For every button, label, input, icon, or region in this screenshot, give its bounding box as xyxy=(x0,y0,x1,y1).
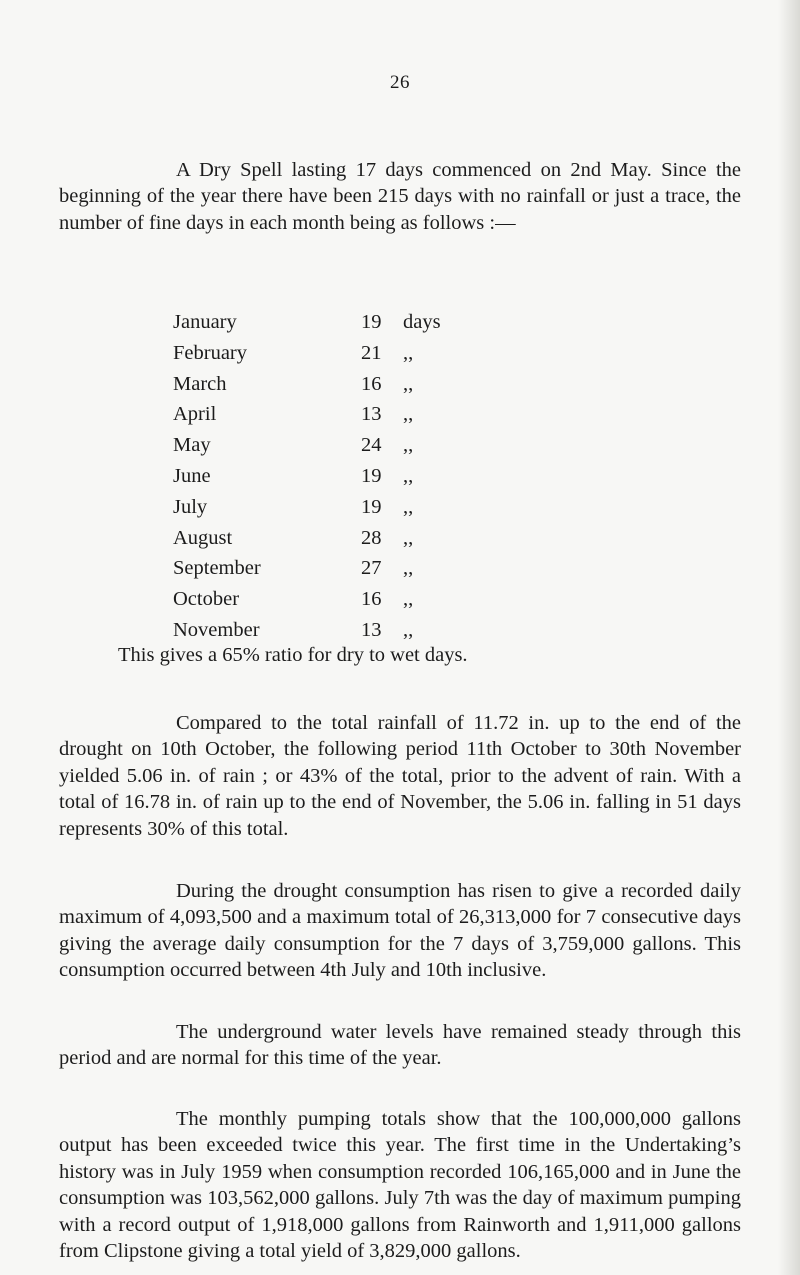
table-row xyxy=(173,399,513,430)
fine-days-count: 19 xyxy=(361,311,382,333)
fine-days-count: 19 xyxy=(361,495,382,518)
underground-water-paragraph: The underground water levels have remained steady through this period and are normal for this time of the year. xyxy=(59,1020,741,1070)
page-number: 26 xyxy=(390,72,410,93)
rainfall-paragraph: Compared to the total rainfall of 11.72 in. up to the end of the drought on 10th October, the following period 11th October to 30th November yielded 5.06 in. of rain ; or 43% of the total, prior to the advent of rain. With a total of 16.78 in. of rain up to the end of November, the 5.06 in. falling in 51 days represents 30% of this total. xyxy=(59,711,741,840)
fine-days-table xyxy=(173,307,513,646)
fine-days-count: 24 xyxy=(361,434,382,457)
ditto-mark: ,, xyxy=(403,526,414,549)
table-row xyxy=(173,492,513,523)
table-row xyxy=(173,430,513,461)
fine-days-count: 13 xyxy=(361,403,382,426)
ratio-statement: This gives a 65% ratio for dry to wet days. xyxy=(118,644,468,666)
intro-paragraph: A Dry Spell lasting 17 days commenced on 2nd May. Since the beginning of the year there have been 215 days with no rainfall or just a trace, the number of fine days in each month being as follows :— xyxy=(59,158,741,234)
month-name: March xyxy=(173,372,227,395)
month-name: November xyxy=(173,618,260,641)
table-row xyxy=(173,553,513,584)
ditto-mark: ,, xyxy=(403,557,414,580)
fine-days-count: 28 xyxy=(361,526,382,549)
ditto-mark: ,, xyxy=(403,588,414,611)
month-name: July xyxy=(173,495,208,518)
table-row xyxy=(173,461,513,492)
month-name: September xyxy=(173,557,261,580)
fine-days-count: 16 xyxy=(361,588,382,611)
table-row xyxy=(173,369,513,400)
scan-shadow xyxy=(778,0,800,1275)
fine-days-count: 19 xyxy=(361,464,382,487)
fine-days-count: 21 xyxy=(361,341,382,364)
consumption-paragraph: During the drought consumption has risen to give a recorded daily maximum of 4,093,500 and a maximum total of 26,313,000 for 7 consecutive days giving the average daily consumption for the 7 days of 3,759,000 gallons. This consumption occurred between 4th July and 10th inclusive. xyxy=(59,879,741,982)
fine-days-count: 16 xyxy=(361,372,382,395)
table-row xyxy=(173,307,513,338)
month-name: May xyxy=(173,434,211,457)
ditto-mark: ,, xyxy=(403,618,414,641)
table-row xyxy=(173,523,513,554)
unit-label: days xyxy=(403,311,441,333)
month-name: June xyxy=(173,464,211,487)
month-name: April xyxy=(173,403,217,426)
ditto-mark: ,, xyxy=(403,372,414,395)
month-name: August xyxy=(173,526,233,549)
fine-days-count: 13 xyxy=(361,618,382,641)
ditto-mark: ,, xyxy=(403,495,414,518)
table-row xyxy=(173,338,513,369)
ditto-mark: ,, xyxy=(403,341,414,364)
ditto-mark: ,, xyxy=(403,434,414,457)
month-name: February xyxy=(173,341,248,364)
month-name: January xyxy=(173,311,237,333)
month-name: October xyxy=(173,588,240,611)
ditto-mark: ,, xyxy=(403,464,414,487)
ditto-mark: ,, xyxy=(403,403,414,426)
table-row xyxy=(173,584,513,615)
fine-days-count: 27 xyxy=(361,557,382,580)
pumping-totals-paragraph: The monthly pumping totals show that the 100,000,000 gallons output has been exceeded twice this year. The first time in the Undertaking’s history was in July 1959 when consumption recorded 106,165,000 and in June the consumption was 103,562,000 gallons. July 7th was the day of maximum pumping with a record output of 1,918,000 gallons from Rainworth and 1,911,000 gallons from Clipstone giving a total yield of 3,829,000 gallons. xyxy=(59,1107,741,1263)
